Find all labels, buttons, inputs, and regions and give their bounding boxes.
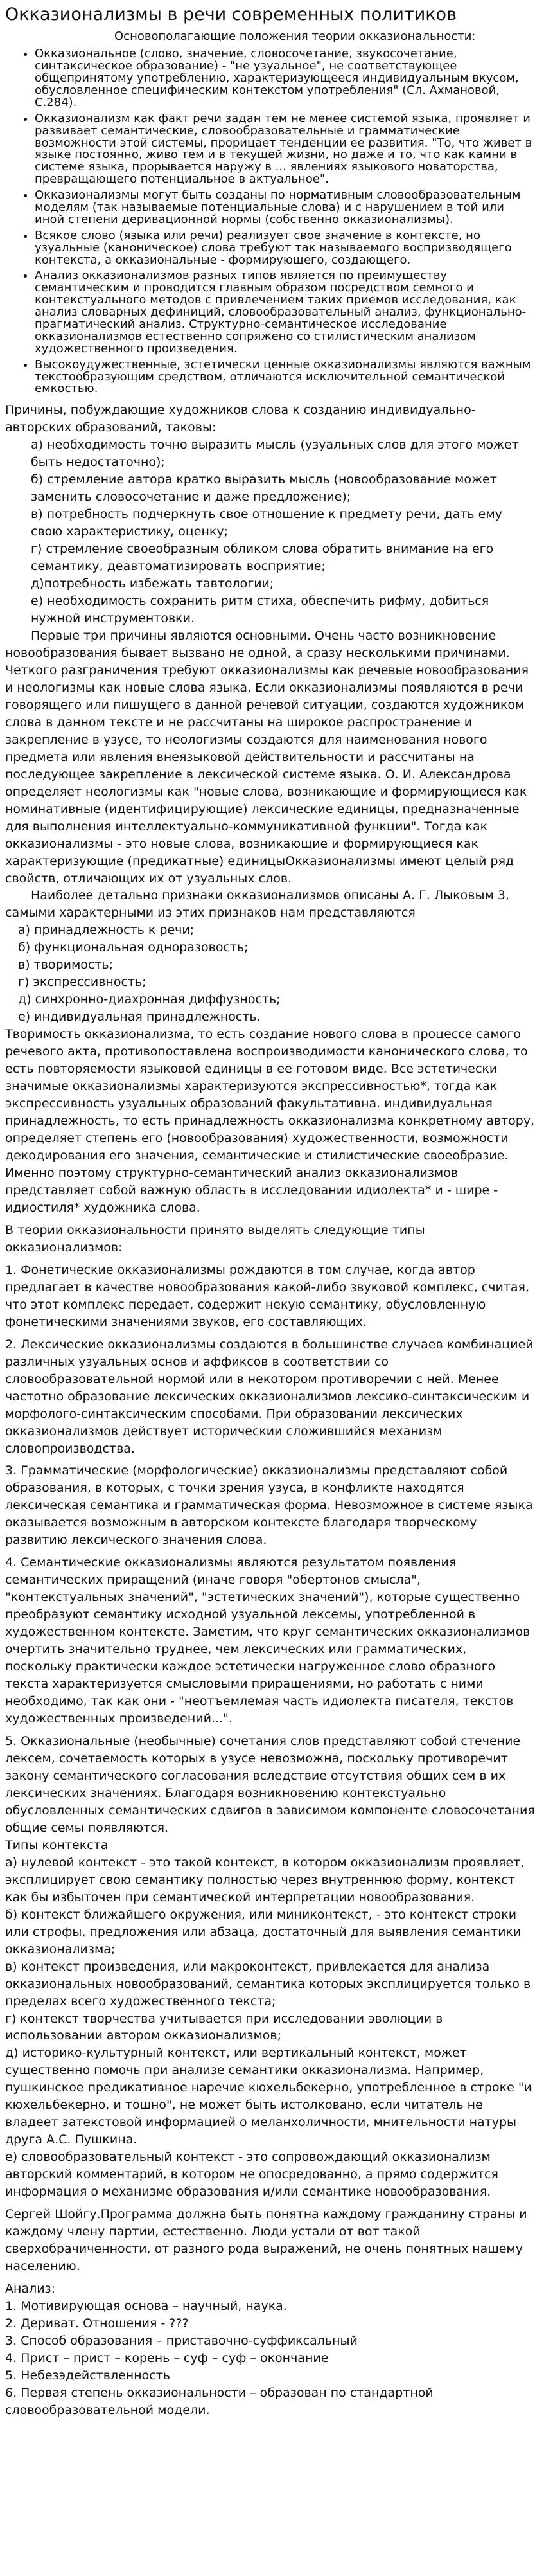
analysis-item: 3. Способ образования – приставочно-суффиксальный: [5, 2333, 358, 2348]
reason-item: в) потребность подчеркнуть свое отношение к предмету речи, дать ему свою характеристику, оценку;: [31, 507, 502, 539]
context-item: е) словообразовательный контекст - это сопровождающий окказионализм авторский комментарий, в котором не опосредованно, а прямо содержится информация о механизме образования и/или семантике новообразования.: [5, 2150, 498, 2199]
context-item: в) контекст произведения, или макроконтекст, привлекается для анализа окказиональных новообразований, семантика которых эксплицируется только в пределах всего художественного текста;: [5, 1959, 531, 2008]
principle-item: • Всякое слово (языка или речи) реализует свое значение в контексте, но узуальные (каноническое) слова требуют так называемого воспризводящего контекста, а окказиональные - формирующего, создающего.: [35, 230, 536, 267]
context-item: б) контекст ближайшего окружения, или миниконтекст, - это контекст строки или строфы, предложения или абзаца, достаточный для выявления семантики окказионализма;: [5, 1907, 522, 1956]
context-item: г) контекст творчества учитывается при исследовании эволюции в использовании автором окказионализмов;: [5, 2011, 443, 2043]
type-item: 1. Фонетические окказионализмы рождаются в том случае, когда автор предлагает в качестве новообразования какой-либо звуковой комплекс, считая, что этот комплекс передает, содержит некую семантику, обусловленную фонетическими значениями звуков, его составляющих.: [5, 1262, 529, 1329]
feature-item: е) индивидуальная принадлежность.: [18, 1010, 261, 1024]
principle-item: • Окказионализм как факт речи задан тем не менее системой языка, проявляет и развивает семантические, словообразовательные и грамматические возможности этой системы, прорицает тенденции ее развития. "То, что живет в языке постоянно, живо тем и в текущей жизни, но даже и то, что как камни в системе языка, прорывается наружу в ... явлениях языкового новаторства, превращающего потенциальное в актуальное".: [35, 113, 536, 186]
context-item: а) нулевой контекст - это такой контекст, в котором окказионализм проявляет, эксплицирует свою семантику полностью через внутреннюю форму, контекст как бы избыточен при семантической интерпретации новообразования.: [5, 1855, 525, 1904]
features-intro: Наиболее детально признаки окказионализмов описаны А. Г. Лыковым 3, самыми характерными из этих признаков нам представляются: [5, 888, 509, 920]
principle-item: • Анализ окказионализмов разных типов является по преимуществу семантическим и проводится главным образом посредством семного и контекстуального методов с привлечением таких приемов исследования, как анализ словарных дефиниций, словообразовательный анализ, функционально-прагматический анализ. Структурно-семантическое исследование окказионализмов естественно сопряжено со стилистическим анализом художественного произведения.: [35, 270, 536, 355]
reasons-paragraph: Первые три причины являются основными. Очень часто возникновение новообразования бывает вызвано не одной, а сразу несколькими причинами. Четкого разграничения требуют окказионализмы как речевые новообразования и неологизмы как новые слова языка. Если окказионализмы появляются в речи говорящего или пишущего в данной речевой ситуации, создаются художником слова в данном тексте и не рассчитаны на широкое распространение и закрепление в узусе, то неологизмы создаются для наименования нового предмета или явления внеязыковой действительности и рассчитаны на последующее закрепление в лексической системе языка. О. И. Александрова определяет неологизмы как "новые слова, возникающие и формирующиеся как номинативные (идентифицирующие) лексические единицы, предназначенные для выполнения интеллектуально-коммуникативной функции". Тогда как окказионализмы - это новые слова, возникающие и формирующиеся как характеризующие (предикатные) единицыОкказионализмы имеют целый ряд свойств, отличающих их от узуальных слов.: [5, 628, 529, 886]
features-paragraph: Творимость окказионализма, то есть создание нового слова в процессе самого речевого акта, противопоставлена воспроизводимости канонического слова, то есть повторяемости языковой единицы в ее готовом виде. Все эстетически значимые окказионализмы характеризуются экспрессивностью*, тогда как экспрессивность узуальных образований факультативна. индивидуальная принадлежность, то есть принадлежность окказионализма конкретному автору, определяет степень его (новообразования) художественности, возможности декодирования его значения, семантические и стилистические своеобразие. Именно поэтому структурно-семантический анализ окказионализмов представляет собой важную область в исследовании идиолекта* и - шире - идиостиля* художника слова.: [5, 1027, 535, 1215]
analysis-item: 5. Небезэдействленность: [5, 2368, 170, 2383]
feature-item: г) экспрессивность;: [18, 975, 146, 990]
page-title: Окказионализмы в речи современных политиков: [5, 4, 457, 24]
type-item: 4. Семантические окказионализмы являются результатом появления семантических приращений (иначе говоря "обертонов смысла", "контекстуальных значений", "эстетических значений"), которые существенно преобразуют семантику исходной узуальной лексемы, употребленной в художественном контексте. Заметим, что круг семантических окказионализмов очертить значительно труднее, чем лексических или грамматических, поскольку практически каждое эстетически нагруженное слово образного текста характеризуется смысловыми приращениями, но работать с ними необходимо, так как они - "неотъемлемая часть идиолекта писателя, текстов художественных произведений...".: [5, 1555, 531, 1726]
analysis-heading: Анализ:: [5, 2282, 56, 2296]
principle-item: • Окказиональное (слово, значение, словосочетание, звукосочетание, синтаксическое образование) - "не узуальное", не соответствующее общепринятому употреблению, характеризующееся индивидуальным вкусом, обусловленное специфическим контекстом употребления" (Сл. Ахмановой, С.284).: [35, 48, 536, 109]
type-item: 5. Окказиональные (необычные) сочетания слов представляют собой стечение лексем, сочетаемость которых в узусе невозможна, поскольку противоречит закону семантического согласования вследствие отсутствия общих сем в их лексических значениях. Благодаря возникновению контекстуально обусловленных семантических сдвигов в зависимом компоненте словосочетания общие семы появляются.: [5, 1734, 535, 1835]
reason-item: д)потребность избежать тавтологии;: [31, 577, 274, 591]
reasons-intro: Причины, побуждающие художников слова к созданию индивидуально-авторских образований, таковы:: [5, 403, 476, 435]
principle-item: • Высокоудужественные, эстетически ценные окказионализмы являются важным текстообразующим средством, отличаются исключительной семантической емкостью.: [35, 359, 536, 396]
type-item: 2. Лексические окказионализмы создаются в большинстве случаев комбинацией различных узуальных основ и аффиксов в соответствии со словообразовательной нормой или в некотором противоречии с ней. Менее частотно образование лексических окказионализмов лексико-синтаксическим и морфолого-синтаксическим способами. При образовании лексических окказионализмов действует историческии сложившийся механизм словопроизводства.: [5, 1337, 534, 1456]
reason-item: е) необходимость сохранить ритм стиха, обеспечить рифму, добиться нужной инструментовки.: [31, 594, 489, 625]
feature-item: д) синхронно-диахронная диффузность;: [18, 992, 281, 1007]
principles-list: [5, 48, 536, 395]
analysis-list: [5, 2298, 536, 2419]
types-intro: В теории окказиональности принято выделять следующие типы окказионализмов:: [5, 1222, 425, 1255]
context-heading: Типы контекста: [5, 1838, 109, 1852]
principle-item: • Окказионализмы могут быть созданы по нормативным словообразовательным моделям (так называемые потенциальные слова) и с нарушением в той или иной степени деривационной нормы (собственно окказионализмы).: [35, 190, 536, 226]
reason-item: б) стремление автора кратко выразить мысль (новообразование может заменить словосочетание и даже предложение);: [31, 472, 497, 505]
principles-heading: Основополагающие положения теории окказиональности:: [114, 29, 476, 43]
analysis-item: 4. Прист – прист – корень – суф – суф – окончание: [5, 2350, 329, 2365]
analysis-item: 6. Первая степень окказиональности – образован по стандартной словообразовательной модели.: [5, 2385, 434, 2417]
feature-item: в) творимость;: [18, 958, 114, 972]
feature-item: а) принадлежность к речи;: [18, 923, 195, 938]
type-item: 3. Грамматические (морфологические) окказионализмы представляют собой образования, в которых, с точки зрения узуса, в конфликте находятся лексическая семантика и грамматическая форма. Невозможное в системе языка оказывается возможным в авторском контексте благодаря творческому развитию лексического значения слова.: [5, 1463, 533, 1548]
reason-item: г) стремление своеобразным обликом слова обратить внимание на его семантику, деавтоматизировать восприятие;: [31, 542, 494, 574]
feature-item: б) функциональная одноразовость;: [18, 940, 249, 955]
analysis-item: 1. Мотивирующая основа – научный, наука.: [5, 2299, 287, 2313]
shoigu-quote: Сергей Шойгу.Программа должна быть понятна каждому гражданину страны и каждому члену партии, естественно. Люди устали от вот такой сверхобрачиченности, от разного рода выражений, не очень понятных нашему населению.: [5, 2207, 527, 2274]
reason-item: а) необходимость точно выразить мысль (узуальных слов для этого может быть недостаточно);: [31, 438, 519, 470]
analysis-item: 2. Дериват. Отношения - ???: [5, 2316, 189, 2330]
context-item: д) историко-культурный контекст, или вертикальный контекст, может существенно помочь при анализе семантики окказионализма. Например, пушкинское предикативное наречие кюхельбекерно, употребленное в строке "и кюхельбекерно, и тошно", не может быть истолковано, если читатель не владеет затекстовой информацией о меланхоличности, мнительности натуры друга А.С. Пушкина.: [5, 2046, 532, 2147]
